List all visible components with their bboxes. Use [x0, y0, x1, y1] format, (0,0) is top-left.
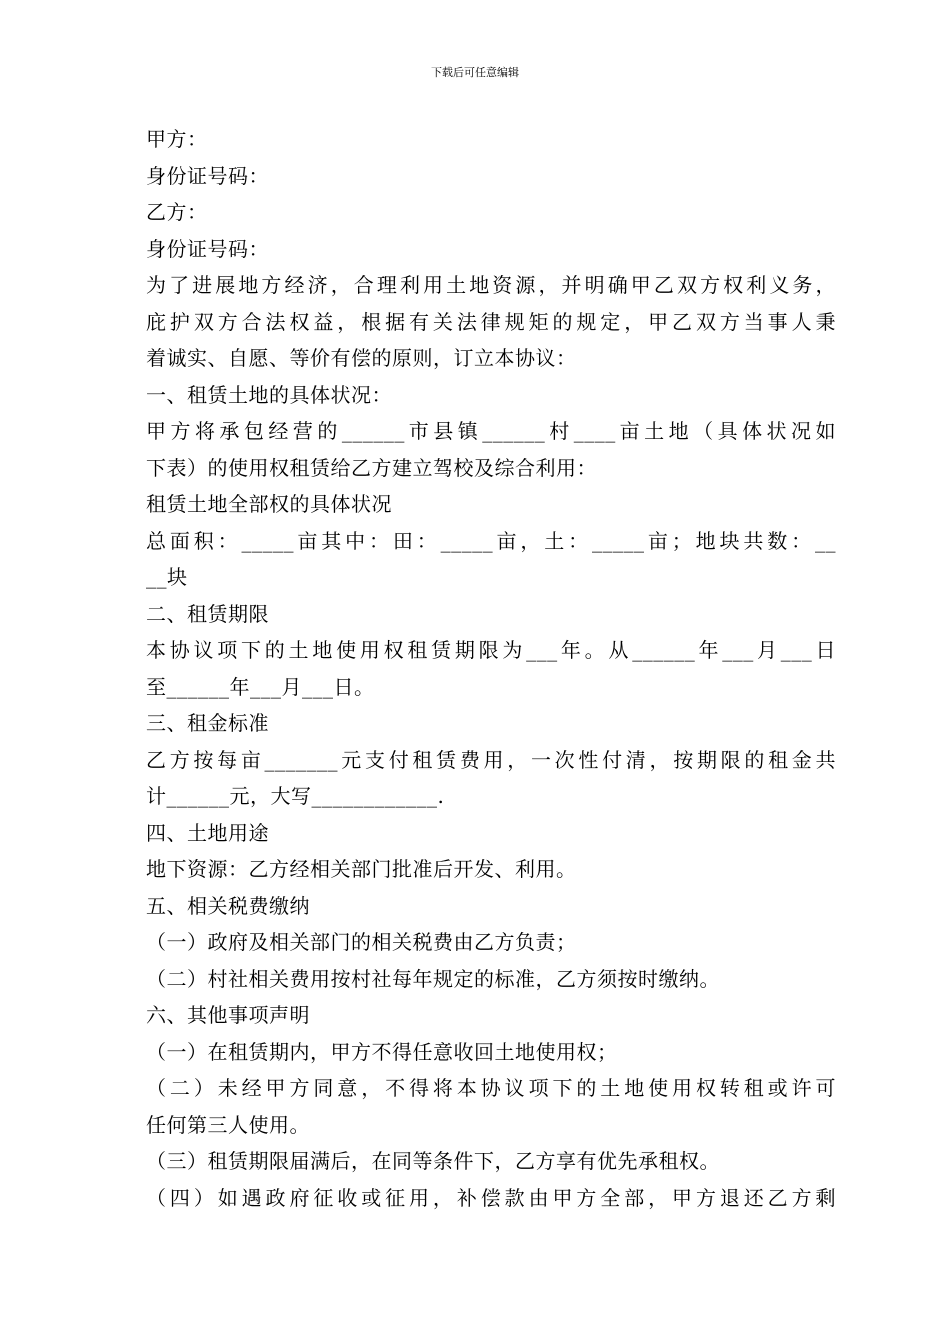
paragraph-line: 至______年___月___日。	[146, 674, 375, 699]
section-heading: 六、其他事项声明	[146, 1003, 310, 1027]
clause-line: （四）如遇政府征收或征用，补偿款由甲方全部，甲方退还乙方剩	[146, 1185, 836, 1210]
page-header-note: 下载后可任意编辑	[431, 66, 519, 79]
clause-line: 任何第三人使用。	[146, 1112, 310, 1137]
clause-line: （一）在租赁期内，甲方不得任意收回土地使用权；	[146, 1039, 618, 1064]
party-b-id-label: 身份证号码：	[146, 236, 269, 261]
party-a-id-label: 身份证号码：	[146, 163, 269, 188]
clause-line: （二）未经甲方同意，不得将本协议项下的土地使用权转租或许可	[146, 1076, 836, 1100]
clause-line: （一）政府及相关部门的相关税费由乙方负责；	[146, 930, 577, 954]
section-heading: 二、租赁期限	[146, 601, 269, 626]
paragraph-line: 乙方按每亩_______元支付租赁费用，一次性付清，按期限的租金共	[146, 747, 836, 772]
paragraph-line: __块	[146, 565, 188, 589]
clause-line: （二）村社相关费用按村社每年规定的标准，乙方须按时缴纳。	[146, 966, 720, 991]
section-heading: 一、租赁土地的具体状况：	[146, 382, 392, 407]
paragraph-line: 下表）的使用权租赁给乙方建立驾校及综合利用：	[146, 455, 597, 480]
section-heading: 四、土地用途	[146, 820, 269, 845]
paragraph-line: 甲方将承包经营的______市县镇______村____亩土地（具体状况如	[146, 419, 836, 443]
clause-line: （三）租赁期限届满后，在同等条件下，乙方享有优先承租权。	[146, 1149, 720, 1173]
section-heading: 三、租金标准	[146, 711, 269, 735]
preamble-line: 着诚实、自愿、等价有偿的原则，订立本协议：	[146, 346, 577, 370]
party-b-label: 乙方：	[146, 200, 208, 224]
paragraph-line: 计______元，大写____________.	[146, 784, 445, 808]
paragraph-line: 本协议项下的土地使用权租赁期限为___年。从______年___月___日	[146, 638, 836, 662]
paragraph-line: 租赁土地全部权的具体状况	[146, 492, 392, 516]
paragraph-line: 地下资源：乙方经相关部门批准后开发、利用。	[146, 857, 577, 881]
agreement-body	[146, 121, 836, 1216]
paragraph-line: 总面积：_____亩其中：田：_____亩，土：_____亩；地块共数：__	[146, 528, 836, 553]
preamble-line: 为了进展地方经济，合理利用土地资源，并明确甲乙双方权利义务，	[146, 273, 836, 297]
preamble-line: 庇护双方合法权益，根据有关法律规矩的规定，甲乙双方当事人秉	[146, 309, 836, 334]
party-a-label: 甲方：	[146, 127, 208, 151]
section-heading: 五、相关税费缴纳	[146, 893, 310, 918]
